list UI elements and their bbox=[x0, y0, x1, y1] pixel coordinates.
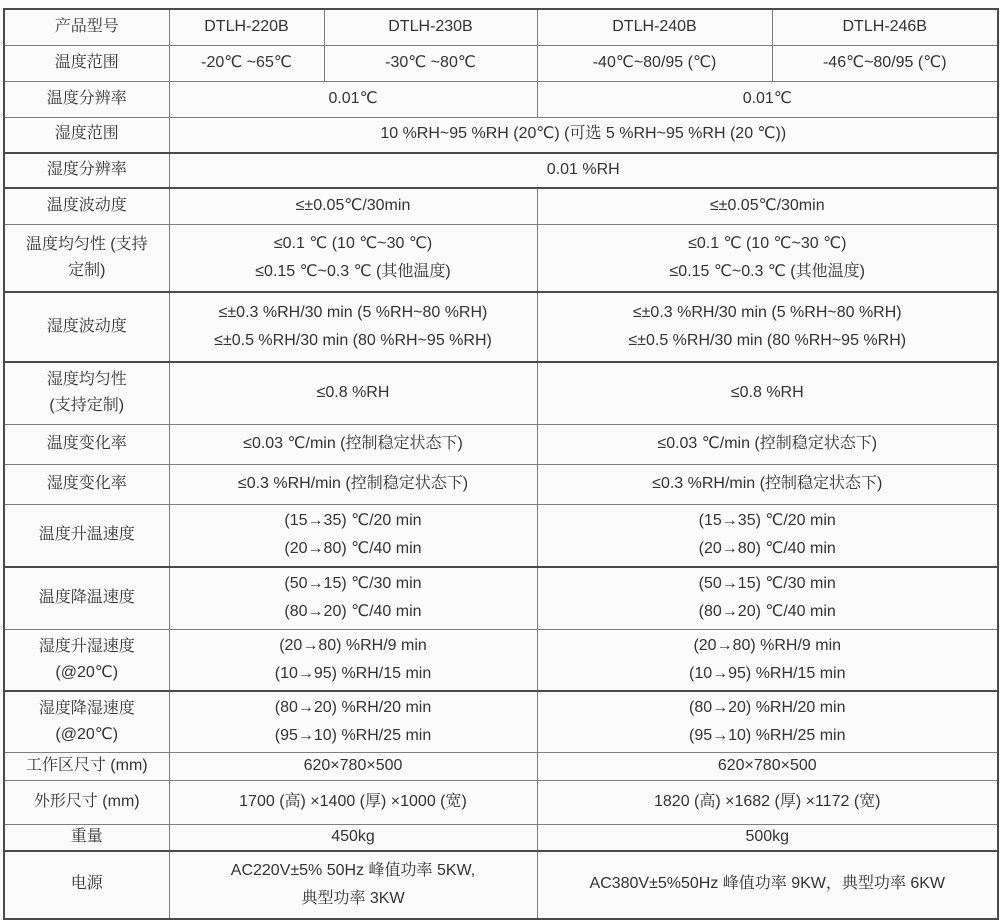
temp-range-230b: -30℃ ~80℃ bbox=[324, 45, 537, 81]
dehumidify-rate-right-line1: (80→20) %RH/20 min bbox=[689, 699, 846, 716]
row-label-power: 电源 bbox=[4, 851, 169, 919]
humidity-uniformity-label-line1: 湿度均匀性 bbox=[46, 371, 127, 389]
humidity-uniformity-left: ≤0.8 %RH bbox=[169, 362, 537, 424]
humidity-uniformity-label-line2: (支持定制) bbox=[49, 397, 125, 415]
product-spec-table bbox=[3, 8, 999, 920]
power-right: AC380V±5%50Hz 峰值功率 9KW，典型功率 6KW bbox=[537, 851, 998, 919]
dehumidify-rate-label-line1: 湿度降湿速度 bbox=[38, 700, 135, 717]
temp-uniformity-left-line2: ≤0.15 ℃~0.3 ℃ (其他温度) bbox=[255, 262, 451, 280]
work-area-left: 620×780×500 bbox=[169, 753, 537, 781]
humidify-rate-left-line1: (20→80) %RH/9 min bbox=[279, 636, 427, 654]
temp-range-220b: -20℃ ~65℃ bbox=[169, 45, 324, 81]
row-temp-fluctuation bbox=[4, 188, 998, 224]
row-weight bbox=[4, 825, 998, 851]
humidity-change-rate-left: ≤0.3 %RH/min (控制稳定状态下) bbox=[169, 464, 537, 504]
cooling-rate-right-line2: (80→20) ℃/40 min bbox=[698, 603, 836, 621]
row-cooling-rate bbox=[4, 567, 998, 629]
row-label-temp-uniformity bbox=[4, 224, 169, 292]
humidify-rate-label-line1: 湿度升湿速度 bbox=[38, 637, 135, 655]
cooling-rate-left bbox=[169, 567, 537, 629]
cooling-rate-left-line2: (80→20) ℃/40 min bbox=[284, 603, 422, 621]
model-cell-dtlh-230b: DTLH-230B bbox=[324, 9, 537, 45]
power-left bbox=[169, 851, 537, 919]
row-label-humidify-rate bbox=[4, 629, 169, 691]
temp-resolution-left: 0.01℃ bbox=[169, 81, 537, 117]
row-humidity-fluctuation bbox=[4, 292, 998, 362]
dehumidify-rate-left-line2: (95→10) %RH/25 min bbox=[274, 727, 432, 744]
temp-change-rate-left: ≤0.03 ℃/min (控制稳定状态下) bbox=[169, 424, 537, 464]
humidity-fluctuation-left-line2: ≤±0.5 %RH/30 min (80 %RH~95 %RH) bbox=[214, 332, 492, 349]
temp-uniformity-left bbox=[169, 224, 537, 292]
cooling-rate-right-line1: (50→15) ℃/30 min bbox=[698, 575, 836, 593]
row-temp-change-rate bbox=[4, 424, 998, 464]
dehumidify-rate-right-line2: (95→10) %RH/25 min bbox=[689, 727, 846, 744]
temp-fluctuation-right: ≤±0.05℃/30min bbox=[537, 188, 998, 224]
row-label-dimensions: 外形尺寸 (mm) bbox=[4, 781, 169, 825]
humidity-fluctuation-right bbox=[537, 292, 998, 362]
row-label-temp-change-rate: 温度变化率 bbox=[4, 424, 169, 464]
humidity-range-value: 10 %RH~95 %RH (20℃) (可选 5 %RH~95 %RH (20 ℃)) bbox=[169, 117, 998, 153]
humidity-fluctuation-right-line2: ≤±0.5 %RH/30 min (80 %RH~95 %RH) bbox=[628, 332, 907, 349]
row-heating-rate bbox=[4, 504, 998, 567]
humidify-rate-right-line2: (10→95) %RH/15 min bbox=[689, 664, 846, 682]
row-label-work-area: 工作区尺寸 (mm) bbox=[4, 753, 169, 781]
power-left-line2: 典型功率 3KW bbox=[301, 889, 405, 907]
temp-uniformity-left-line1: ≤0.1 ℃ (10 ℃~30 ℃) bbox=[273, 234, 433, 252]
humidity-uniformity-right: ≤0.8 %RH bbox=[537, 362, 998, 424]
model-cell-dtlh-220b: DTLH-220B bbox=[169, 9, 324, 45]
row-product-model bbox=[4, 9, 998, 45]
power-left-line1: AC220V±5% 50Hz 峰值功率 5KW, bbox=[230, 861, 476, 879]
row-label-humidity-range: 湿度范围 bbox=[4, 117, 169, 153]
row-humidity-range bbox=[4, 117, 998, 153]
row-label-product-model: 产品型号 bbox=[4, 9, 169, 45]
cooling-rate-left-line1: (50→15) ℃/30 min bbox=[284, 575, 422, 593]
row-label-temp-fluctuation: 温度波动度 bbox=[4, 188, 169, 224]
humidity-resolution-value: 0.01 %RH bbox=[169, 153, 998, 188]
heating-rate-left bbox=[169, 504, 537, 567]
weight-right: 500kg bbox=[537, 825, 998, 851]
heating-rate-left-line1: (15→35) ℃/20 min bbox=[284, 512, 422, 530]
row-humidify-rate bbox=[4, 629, 998, 691]
humidify-rate-left-line2: (10→95) %RH/15 min bbox=[274, 664, 432, 682]
temp-uniformity-right-line1: ≤0.1 ℃ (10 ℃~30 ℃) bbox=[688, 234, 847, 252]
dimensions-right: 1820 (高) ×1682 (厚) ×1172 (宽) bbox=[537, 781, 998, 825]
dehumidify-rate-right bbox=[537, 691, 998, 753]
dehumidify-rate-left-line1: (80→20) %RH/20 min bbox=[274, 699, 432, 716]
temp-uniformity-label-line2: 定制) bbox=[68, 261, 106, 279]
temp-range-240b: -40℃~80/95 (℃) bbox=[537, 45, 772, 81]
row-power bbox=[4, 851, 998, 919]
row-label-humidity-uniformity bbox=[4, 362, 169, 424]
row-temp-resolution bbox=[4, 81, 998, 117]
heating-rate-right-line1: (15→35) ℃/20 min bbox=[698, 512, 836, 530]
weight-left: 450kg bbox=[169, 825, 537, 851]
heating-rate-right-line2: (20→80) ℃/40 min bbox=[698, 540, 836, 558]
row-humidity-change-rate bbox=[4, 464, 998, 504]
row-humidity-uniformity bbox=[4, 362, 998, 424]
cooling-rate-right bbox=[537, 567, 998, 629]
humidify-rate-right-line1: (20→80) %RH/9 min bbox=[693, 636, 842, 654]
row-label-dehumidify-rate bbox=[4, 691, 169, 753]
dehumidify-rate-left bbox=[169, 691, 537, 753]
temp-uniformity-label-line1: 温度均匀性 (支持 bbox=[25, 235, 148, 253]
humidify-rate-right bbox=[537, 629, 998, 691]
row-label-cooling-rate: 温度降温速度 bbox=[4, 567, 169, 629]
humidity-fluctuation-left-line1: ≤±0.3 %RH/30 min (5 %RH~80 %RH) bbox=[218, 304, 488, 321]
model-cell-dtlh-240b: DTLH-240B bbox=[537, 9, 772, 45]
humidity-fluctuation-right-line1: ≤±0.3 %RH/30 min (5 %RH~80 %RH) bbox=[632, 304, 902, 321]
temp-uniformity-right-line2: ≤0.15 ℃~0.3 ℃ (其他温度) bbox=[669, 262, 865, 280]
temp-range-246b: -46℃~80/95 (℃) bbox=[772, 45, 998, 81]
model-cell-dtlh-246b: DTLH-246B bbox=[772, 9, 998, 45]
row-dimensions bbox=[4, 781, 998, 825]
row-label-heating-rate: 温度升温速度 bbox=[4, 504, 169, 567]
dimensions-left: 1700 (高) ×1400 (厚) ×1000 (宽) bbox=[169, 781, 537, 825]
row-label-temp-resolution: 温度分辨率 bbox=[4, 81, 169, 117]
temp-fluctuation-left: ≤±0.05℃/30min bbox=[169, 188, 537, 224]
humidity-change-rate-right: ≤0.3 %RH/min (控制稳定状态下) bbox=[537, 464, 998, 504]
heating-rate-right bbox=[537, 504, 998, 567]
row-temp-range bbox=[4, 45, 998, 81]
temp-resolution-right: 0.01℃ bbox=[537, 81, 998, 117]
row-dehumidify-rate bbox=[4, 691, 998, 753]
humidity-fluctuation-left bbox=[169, 292, 537, 362]
temp-change-rate-right: ≤0.03 ℃/min (控制稳定状态下) bbox=[537, 424, 998, 464]
row-label-temp-range: 温度范围 bbox=[4, 45, 169, 81]
work-area-right: 620×780×500 bbox=[537, 753, 998, 781]
heating-rate-left-line2: (20→80) ℃/40 min bbox=[284, 540, 422, 558]
humidify-rate-label-line2: (@20℃) bbox=[55, 663, 119, 681]
row-work-area bbox=[4, 753, 998, 781]
row-label-humidity-resolution: 湿度分辨率 bbox=[4, 153, 169, 188]
row-label-humidity-fluctuation: 湿度波动度 bbox=[4, 292, 169, 362]
row-label-humidity-change-rate: 湿度变化率 bbox=[4, 464, 169, 504]
row-temp-uniformity bbox=[4, 224, 998, 292]
row-humidity-resolution bbox=[4, 153, 998, 188]
dehumidify-rate-label-line2: (@20℃) bbox=[55, 726, 119, 743]
humidify-rate-left bbox=[169, 629, 537, 691]
row-label-weight: 重量 bbox=[4, 825, 169, 851]
temp-uniformity-right bbox=[537, 224, 998, 292]
